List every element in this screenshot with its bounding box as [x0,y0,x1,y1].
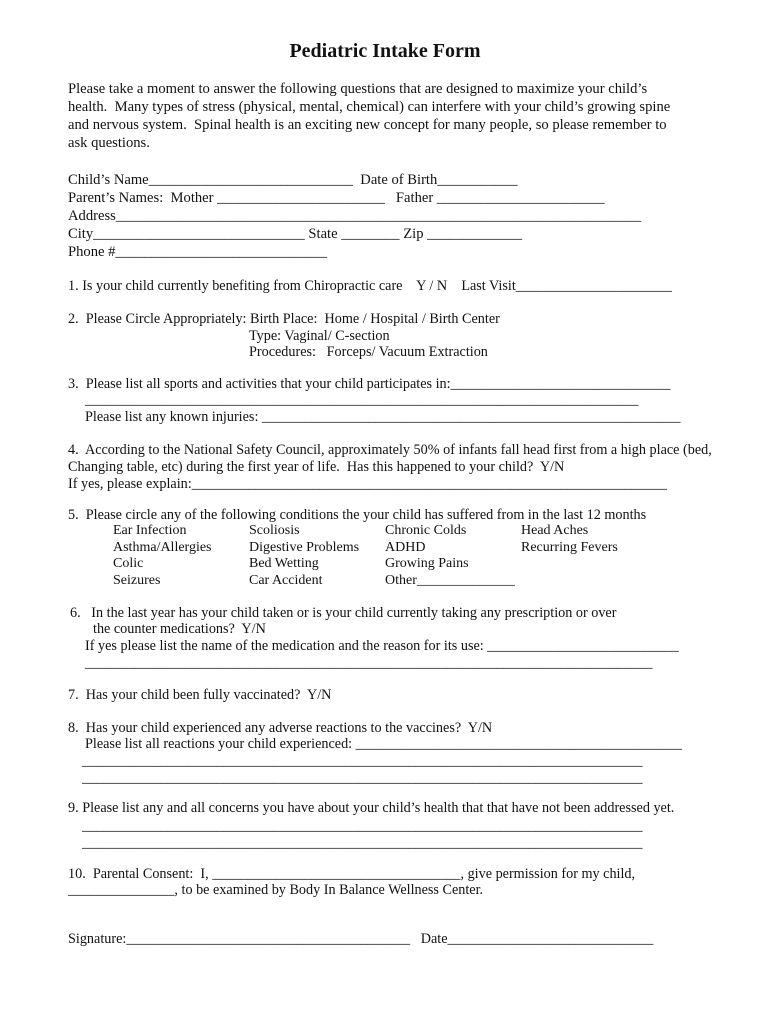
address-field[interactable]: Address________________________________________________________________________ [68,208,642,224]
parental-consent-line[interactable]: 10. Parental Consent: I, ___________________________________, give permission for my child, [68,866,636,882]
condition-option[interactable]: Ear Infection [113,523,187,538]
condition-option[interactable]: Recurring Fevers [521,540,618,555]
question-1[interactable]: 1. Is your child currently benefiting from Chiropractic care Y / N Last Visit______________________ [68,278,672,294]
question-2-line[interactable]: 2. Please Circle Appropriately: Birth Place: Home / Hospital / Birth Center [68,311,500,327]
condition-option[interactable]: Car Accident [249,573,323,588]
question-4-line: 4. According to the National Safety Council, approximately 50% of infants fall head first from a high place (bed, [68,442,712,458]
parent-names-field[interactable]: Parent’s Names: Mother _______________________ Father _______________________ [68,190,605,206]
intro-line: ask questions. [68,135,150,151]
intro-paragraph [68,80,708,152]
question-6-line[interactable]: ________________________________________________________________________________ [85,655,653,671]
question-8-line[interactable]: Please list all reactions your child experienced: ______________________________________________ [85,736,682,752]
condition-option[interactable]: Scoliosis [249,523,300,538]
condition-option[interactable]: Asthma/Allergies [113,540,212,555]
condition-option[interactable]: Head Aches [521,523,589,538]
condition-option[interactable]: Other______________ [385,573,515,588]
question-4-line[interactable]: Changing table, etc) during the first year of life. Has this happened to your child? Y/N [68,459,565,475]
question-6-line: 6. In the last year has your child taken or is your child currently taking any prescription or over [70,605,617,621]
question-3-injuries[interactable]: Please list any known injuries: ___________________________________________________________ [85,409,681,425]
city-state-zip-field[interactable]: City_____________________________ State ________ Zip _____________ [68,226,523,242]
question-6-line[interactable]: If yes please list the name of the medication and the reason for its use: ___________________________ [85,638,679,654]
condition-option[interactable]: ADHD [385,540,426,555]
question-2-line[interactable]: Type: Vaginal/ C-section [249,328,390,344]
intro-line: and nervous system. Spinal health is an exciting new concept for many people, so please remember to [68,117,667,133]
intro-line: health. Many types of stress (physical, mental, chemical) can interfere with your child’s growing spine [68,99,671,115]
question-6-line[interactable]: the counter medications? Y/N [93,621,266,637]
condition-option[interactable]: Growing Pains [385,556,469,571]
child-name-field[interactable]: Child’s Name____________________________ Date of Birth___________ [68,172,518,188]
condition-option[interactable]: Chronic Colds [385,523,467,538]
signature-date-line[interactable]: Signature:________________________________________ Date_____________________________ [68,931,654,947]
question-3-line[interactable]: ______________________________________________________________________________ [85,392,639,408]
condition-option[interactable]: Colic [113,556,144,571]
question-9-line[interactable]: _______________________________________________________________________________ [82,818,643,834]
question-8-line[interactable]: _______________________________________________________________________________ [82,753,643,769]
question-9-line[interactable]: _______________________________________________________________________________ [82,835,643,851]
question-4-explain[interactable]: If yes, please explain:___________________________________________________________________ [68,476,667,492]
form-title: Pediatric Intake Form [289,40,481,62]
phone-field[interactable]: Phone #_____________________________ [68,244,328,260]
question-8-line[interactable]: 8. Has your child experienced any adverse reactions to the vaccines? Y/N [68,720,493,736]
question-5-intro: 5. Please circle any of the following conditions the your child has suffered from in the last 12 months [68,507,647,523]
condition-option[interactable]: Bed Wetting [249,556,319,571]
question-2-line[interactable]: Procedures: Forceps/ Vacuum Extraction [249,344,488,360]
question-9-line: 9. Please list any and all concerns you have about your child’s health that that have not been addressed yet. [68,800,675,816]
question-7[interactable]: 7. Has your child been fully vaccinated? Y/N [68,687,332,703]
condition-option[interactable]: Digestive Problems [249,540,360,555]
parental-consent-line[interactable]: _______________, to be examined by Body In Balance Wellness Center. [68,882,484,898]
question-8-line[interactable]: _______________________________________________________________________________ [82,770,643,786]
question-3-line[interactable]: 3. Please list all sports and activities that your child participates in:_______________________________ [68,376,671,392]
condition-option[interactable]: Seizures [113,573,161,588]
intro-line: Please take a moment to answer the following questions that are designed to maximize your child’s [68,81,648,97]
